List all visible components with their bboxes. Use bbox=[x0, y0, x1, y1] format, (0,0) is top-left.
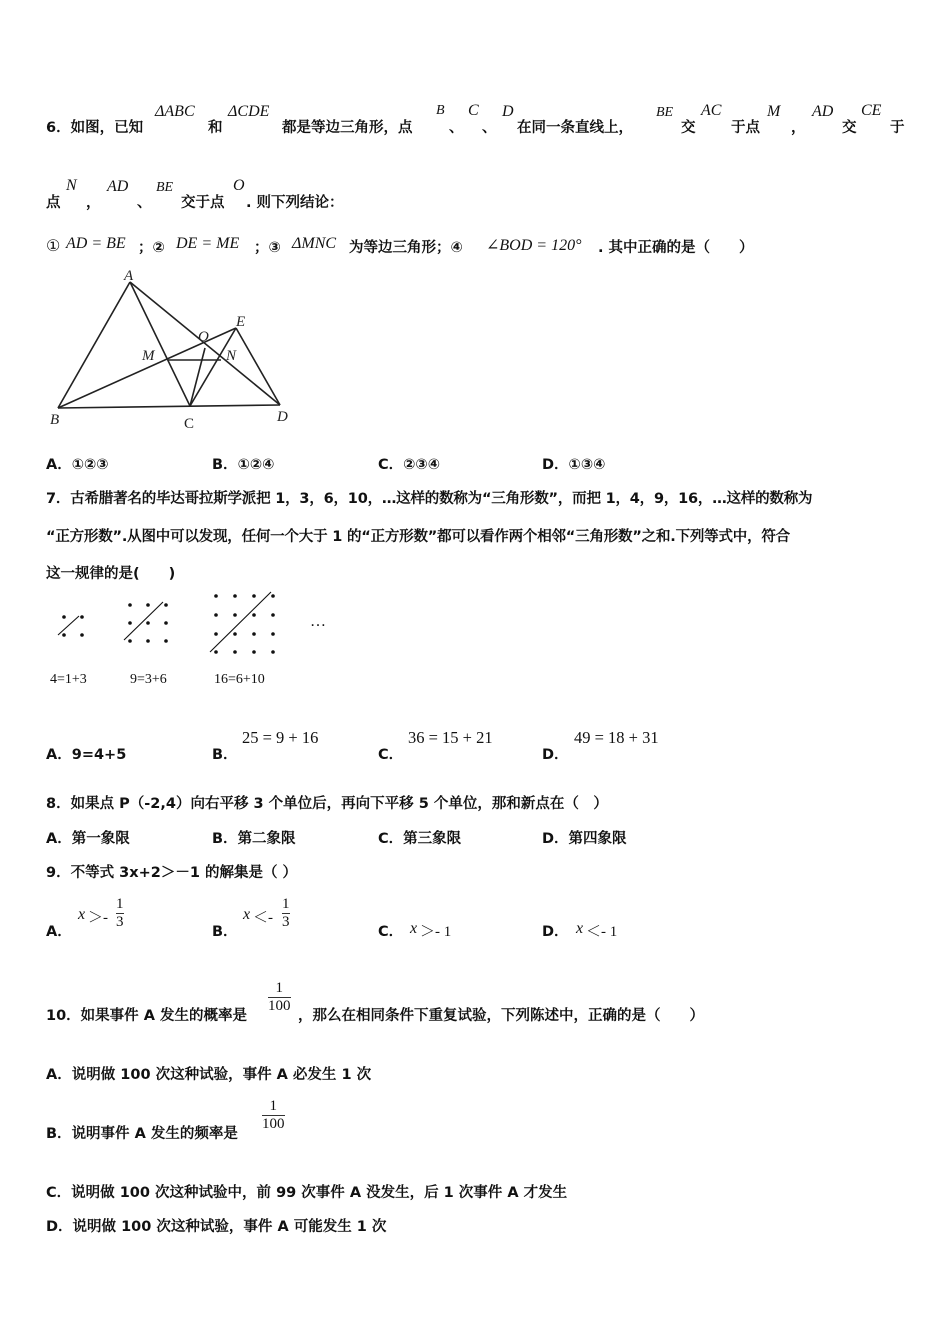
q6-segment-be: BE bbox=[656, 105, 674, 120]
q10-option-a[interactable] bbox=[46, 1063, 371, 1084]
q6-claim-2: DE = ME bbox=[176, 235, 240, 252]
denominator: 100 bbox=[268, 998, 291, 1014]
seg-be bbox=[58, 328, 236, 408]
q8-option-b[interactable] bbox=[212, 827, 296, 848]
q6-conclusions-intro: . 则下列结论： bbox=[246, 195, 344, 211]
option-text: 第二象限 bbox=[237, 831, 296, 847]
q7-option-c-letter[interactable]: C． bbox=[378, 747, 404, 763]
q6-option-b[interactable] bbox=[212, 453, 274, 474]
q7-option-a[interactable] bbox=[46, 743, 126, 764]
q9-stem: 9．不等式 3x+2＞－1 的解集是（ ） bbox=[46, 865, 298, 881]
denominator: 3 bbox=[116, 914, 124, 930]
q6-sep2: 、 bbox=[482, 120, 497, 136]
option-text: 第四象限 bbox=[568, 831, 627, 847]
seg-ab bbox=[58, 282, 130, 408]
denominator: 100 bbox=[262, 1116, 285, 1132]
q6-point-word: 点 bbox=[46, 195, 61, 211]
label-b: B bbox=[50, 412, 60, 428]
diagonal-16 bbox=[210, 592, 271, 652]
option-letter: D． bbox=[542, 457, 569, 473]
q10-option-b-fraction bbox=[262, 1098, 285, 1133]
q6-and: 和 bbox=[208, 120, 223, 136]
label-a: A bbox=[124, 268, 134, 284]
q6-claim-1: AD = BE bbox=[66, 235, 126, 252]
q9-option-b-fraction bbox=[282, 896, 290, 931]
q9-option-b-var: x bbox=[243, 906, 251, 923]
q9-option-a-var: x bbox=[78, 906, 86, 923]
q6-at-point1: 于点 bbox=[731, 120, 760, 136]
q9-option-b-op: ＜- bbox=[253, 910, 273, 926]
q6-option-d[interactable] bbox=[542, 453, 605, 474]
q9-option-d-var: x bbox=[576, 920, 584, 937]
q7-dot-figure bbox=[44, 588, 344, 693]
q6-circle-3: ；③ bbox=[254, 240, 281, 256]
q6-intersect2: 交 bbox=[842, 120, 857, 136]
q9-option-c-op: ＞- 1 bbox=[420, 924, 452, 940]
numerator: 1 bbox=[275, 980, 283, 996]
q9-option-a-letter[interactable]: A． bbox=[46, 924, 72, 940]
diagonal-9 bbox=[124, 602, 163, 640]
option-text: 9=4+5 bbox=[71, 747, 127, 763]
q6-sep3: 、 bbox=[137, 195, 152, 211]
option-text: 第一象限 bbox=[71, 831, 130, 847]
q6-comma1: ， bbox=[791, 120, 806, 136]
q6-claim-3: ΔMNC bbox=[292, 235, 337, 252]
q9-option-a-op: ＞- bbox=[88, 910, 108, 926]
q7-option-b-letter[interactable]: B． bbox=[212, 747, 238, 763]
option-letter: D． bbox=[542, 831, 569, 847]
q10-option-b[interactable] bbox=[46, 1122, 238, 1143]
q9-option-c-letter[interactable]: C． bbox=[378, 924, 404, 940]
diagonal-4 bbox=[58, 616, 79, 635]
q8-option-c[interactable] bbox=[378, 827, 461, 848]
option-text: 说明做 100 次这种试验中，前 99 次事件 A 没发生，后 1 次事件 A 才发生 bbox=[71, 1185, 568, 1201]
q6-triangle-abc: ΔABC bbox=[155, 103, 195, 120]
q6-meet-at: 交于点 bbox=[181, 195, 225, 211]
q6-intro: 6．如图，已知 bbox=[46, 120, 144, 136]
q7-line-2: “正方形数”.从图中可以发现，任何一个大于 1 的“正方形数”都可以看作两个相邻“三角形数”之和.下列等式中，符合 bbox=[46, 529, 790, 545]
option-text: ②③④ bbox=[403, 457, 440, 473]
q6-circle-4: 为等边三角形；④ bbox=[349, 240, 463, 256]
q7-line-1: 7．古希腊著名的毕达哥拉斯学派把 1，3，6，10，…这样的数称为“三角形数”，而把 1，4，9，16，…这样的数称为 bbox=[46, 491, 813, 507]
q7-option-d-equation[interactable]: 49 = 18 + 31 bbox=[574, 728, 659, 747]
q7-line-3: 这一规律的是( ) bbox=[46, 566, 176, 582]
seg-ed bbox=[236, 328, 280, 405]
q6-point-d: D bbox=[502, 103, 514, 120]
dots-ellipsis: … bbox=[310, 613, 326, 630]
q6-point-m: M bbox=[767, 103, 781, 120]
numerator: 1 bbox=[282, 896, 290, 912]
q6-question: . 其中正确的是（ ） bbox=[598, 240, 754, 256]
q6-segment-ad-2: AD bbox=[107, 178, 129, 195]
q6-point-o: O bbox=[233, 177, 245, 194]
label-c: C bbox=[184, 416, 195, 432]
q6-option-a[interactable] bbox=[46, 453, 109, 474]
q6-sep1: 、 bbox=[449, 120, 464, 136]
option-text: ①②③ bbox=[71, 457, 109, 473]
option-text: ①③④ bbox=[568, 457, 606, 473]
q6-segment-be-2: BE bbox=[156, 180, 174, 195]
q6-point-b: B bbox=[436, 103, 445, 118]
q7-option-c-equation[interactable]: 36 = 15 + 21 bbox=[408, 728, 493, 747]
option-letter: B． bbox=[212, 457, 238, 473]
option-text: 说明做 100 次这种试验，事件 A 可能发生 1 次 bbox=[72, 1219, 387, 1235]
q6-circle-2: ；② bbox=[138, 240, 165, 256]
q6-segment-ac: AC bbox=[701, 102, 722, 119]
q10-stem-a: 10．如果事件 A 发生的概率是 bbox=[46, 1008, 247, 1024]
seg-ac bbox=[130, 282, 190, 406]
option-letter: A． bbox=[46, 831, 72, 847]
option-text: 说明做 100 次这种试验，事件 A 必发生 1 次 bbox=[71, 1067, 372, 1083]
seg-oc bbox=[190, 348, 205, 406]
caption-4: 4=1+3 bbox=[50, 672, 87, 687]
q9-option-d-op: ＜- 1 bbox=[586, 924, 618, 940]
option-letter: B． bbox=[212, 831, 238, 847]
q6-triangle-cde: ΔCDE bbox=[228, 103, 270, 120]
q6-intersect1: 交 bbox=[681, 120, 696, 136]
label-m: M bbox=[142, 348, 155, 364]
denominator: 3 bbox=[282, 914, 290, 930]
label-e: E bbox=[236, 314, 246, 330]
q6-at: 于 bbox=[890, 120, 905, 136]
q10-stem-b: ，那么在相同条件下重复试验，下列陈述中，正确的是（ ） bbox=[298, 1008, 704, 1024]
option-letter: C． bbox=[46, 1185, 72, 1201]
q9-option-d-letter[interactable]: D． bbox=[542, 924, 569, 940]
q6-claim-4: ∠BOD = 120° bbox=[486, 237, 582, 254]
option-letter: D． bbox=[46, 1219, 73, 1235]
q9-option-c-var: x bbox=[410, 920, 418, 937]
numerator: 1 bbox=[116, 896, 124, 912]
q8-stem: 8．如果点 P（-2,4）向右平移 3 个单位后，再向下平移 5 个单位，那和新点在（ ） bbox=[46, 796, 608, 812]
dots-16 bbox=[214, 594, 275, 654]
q6-segment-ad: AD bbox=[812, 103, 834, 120]
q9-option-a-fraction bbox=[116, 896, 124, 931]
q6-segment-ce: CE bbox=[861, 102, 882, 119]
option-letter: A． bbox=[46, 1067, 72, 1083]
q8-option-d[interactable] bbox=[542, 827, 627, 848]
q8-option-a[interactable] bbox=[46, 827, 130, 848]
q6-circle-1: ① bbox=[46, 238, 61, 255]
numerator: 1 bbox=[269, 1098, 277, 1114]
q6-comma2: ， bbox=[86, 195, 101, 211]
label-d: D bbox=[277, 409, 288, 425]
option-letter: C． bbox=[378, 831, 404, 847]
q6-equilateral-text: 都是等边三角形，点 bbox=[282, 120, 413, 136]
q6-option-c[interactable] bbox=[378, 453, 440, 474]
q6-point-c: C bbox=[468, 102, 479, 119]
dots-4 bbox=[62, 615, 84, 637]
caption-9: 9=3+6 bbox=[130, 672, 167, 687]
q7-option-d-letter[interactable]: D． bbox=[542, 747, 569, 763]
dots-9 bbox=[128, 603, 168, 643]
option-text: ①②④ bbox=[237, 457, 275, 473]
q7-option-b-equation[interactable]: 25 = 9 + 16 bbox=[242, 728, 319, 747]
q10-probability-fraction bbox=[268, 980, 291, 1015]
seg-ce bbox=[190, 328, 236, 406]
seg-bd bbox=[58, 405, 280, 408]
option-text: 说明事件 A 发生的频率是 bbox=[71, 1126, 238, 1142]
label-o: O bbox=[198, 329, 209, 345]
option-letter: B． bbox=[46, 1126, 72, 1142]
q6-geometry-figure bbox=[40, 268, 310, 438]
option-letter: A． bbox=[46, 747, 72, 763]
q6-collinear-text: 在同一条直线上， bbox=[517, 120, 633, 136]
q10-option-d[interactable] bbox=[46, 1215, 386, 1236]
label-n: N bbox=[226, 348, 237, 364]
option-text: 第三象限 bbox=[403, 831, 462, 847]
q6-point-n: N bbox=[66, 177, 77, 194]
q9-option-b-letter[interactable]: B． bbox=[212, 924, 238, 940]
caption-16: 16=6+10 bbox=[214, 672, 265, 687]
option-letter: A． bbox=[46, 457, 72, 473]
q10-option-c[interactable] bbox=[46, 1181, 567, 1202]
option-letter: C． bbox=[378, 457, 404, 473]
